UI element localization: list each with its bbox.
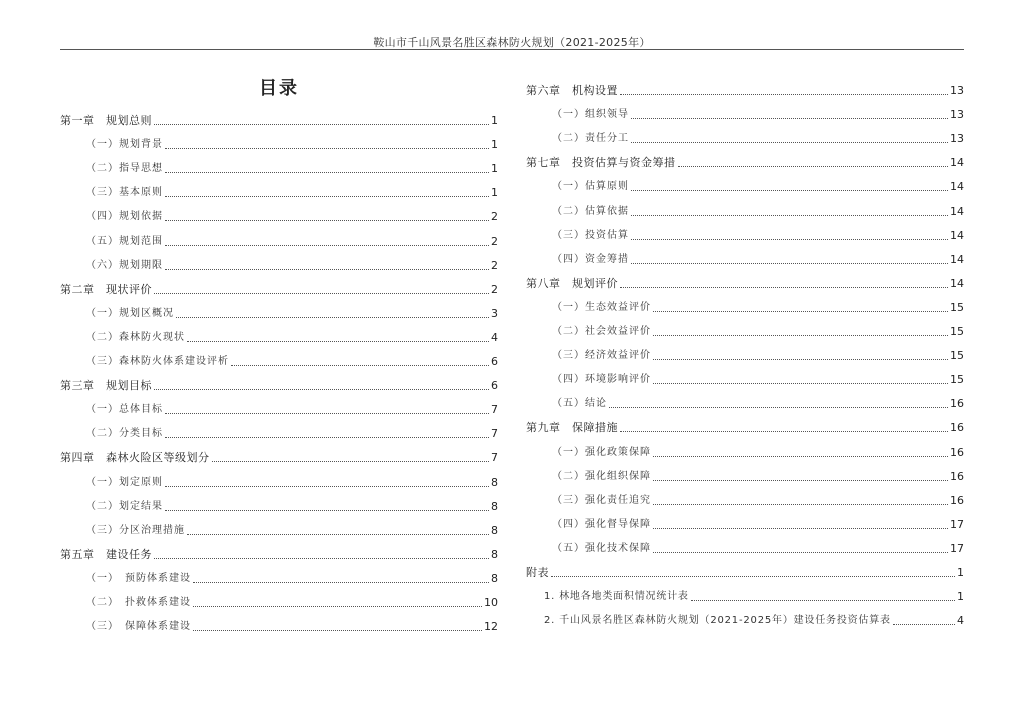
toc-entry[interactable] [526, 243, 964, 267]
toc-entry-text: （三）强化责任追究 [552, 494, 651, 506]
toc-entry-text: （二）分类目标 [86, 428, 163, 440]
toc-entry[interactable] [526, 484, 964, 508]
toc-entry-text: （一）划定原则 [86, 476, 163, 488]
header-divider [60, 49, 964, 50]
toc-entry-text: （三） 保障体系建设 [86, 621, 191, 633]
toc-page-number: 16 [950, 421, 964, 435]
toc-entry-text: 第四章 森林火险区等级划分 [60, 451, 210, 465]
toc-entry-text: 附表 [526, 565, 549, 579]
toc-right-column [526, 74, 964, 628]
toc-page-number: 14 [950, 276, 964, 290]
toc-entry-text: （二） 扑救体系建设 [86, 596, 191, 608]
toc-page-number: 6 [491, 379, 498, 393]
dot-leader [154, 389, 489, 390]
toc-entry[interactable] [60, 441, 498, 465]
toc-page-number: 13 [950, 108, 964, 122]
toc-page-number: 1 [957, 590, 964, 604]
toc-entry[interactable] [526, 363, 964, 387]
dot-leader [691, 600, 955, 601]
toc-page-number: 1 [491, 138, 498, 152]
toc-entry-text: （一）强化政策保障 [552, 446, 651, 458]
toc-page-number: 13 [950, 84, 964, 98]
dot-leader [653, 552, 948, 553]
dot-leader [653, 528, 948, 529]
toc-list-left [60, 104, 498, 634]
toc-entry[interactable] [526, 580, 964, 604]
toc-page-number: 15 [950, 373, 964, 387]
toc-entry-text: （一）规划背景 [86, 139, 163, 151]
toc-entry[interactable] [526, 411, 964, 435]
toc-entry-text: （一）总体目标 [86, 404, 163, 416]
toc-page-number: 8 [491, 547, 498, 561]
dot-leader [653, 311, 948, 312]
toc-page-number: 3 [491, 306, 498, 320]
toc-entry-text: （四）资金筹措 [552, 253, 629, 265]
dot-leader [631, 190, 948, 191]
dot-leader [231, 365, 489, 366]
toc-page-number: 1 [491, 162, 498, 176]
dot-leader [551, 576, 955, 577]
toc-entry[interactable] [60, 321, 498, 345]
dot-leader [631, 118, 948, 119]
toc-entry[interactable] [60, 465, 498, 489]
toc-entry[interactable] [526, 604, 964, 628]
toc-entry-text: （二）估算依据 [552, 205, 629, 217]
toc-entry[interactable] [60, 273, 498, 297]
toc-entry[interactable] [526, 74, 964, 98]
dot-leader [193, 606, 482, 607]
toc-entry-text: （五）规划范围 [86, 235, 163, 247]
toc-entry[interactable] [526, 532, 964, 556]
dot-leader [165, 148, 489, 149]
toc-entry-text: （六）规划期限 [86, 259, 163, 271]
dot-leader [187, 341, 489, 342]
toc-entry-text: 2. 千山风景名胜区森林防火规划（2021-2025年）建设任务投资估算表 [544, 615, 891, 627]
toc-page-number: 2 [491, 258, 498, 272]
toc-page-number: 2 [491, 282, 498, 296]
toc-entry-text: 第七章 投资估算与资金筹措 [526, 156, 676, 170]
toc-entry-text: （一）估算原则 [552, 181, 629, 193]
toc-title: 目录 [259, 78, 299, 99]
toc-entry[interactable] [60, 586, 498, 610]
dot-leader [631, 239, 948, 240]
toc-entry[interactable] [526, 267, 964, 291]
toc-page-number: 8 [491, 475, 498, 489]
toc-entry-text: （一）组织领导 [552, 109, 629, 121]
toc-page-number: 14 [950, 204, 964, 218]
dot-leader [620, 94, 948, 95]
toc-entry[interactable] [60, 200, 498, 224]
toc-left-column [60, 74, 498, 634]
toc-page-number: 17 [950, 541, 964, 555]
toc-entry-text: （四）规划依据 [86, 211, 163, 223]
dot-leader [154, 124, 489, 125]
toc-page-number: 1 [491, 114, 498, 128]
toc-entry[interactable] [526, 387, 964, 411]
toc-entry-text: （五）结论 [552, 398, 607, 410]
toc-page-number: 2 [491, 234, 498, 248]
dot-leader [653, 383, 948, 384]
toc-entry-text: （一） 预防体系建设 [86, 572, 191, 584]
toc-page-number: 8 [491, 571, 498, 585]
toc-entry[interactable] [60, 152, 498, 176]
toc-page-number: 15 [950, 300, 964, 314]
toc-entry-text: （四）环境影响评价 [552, 374, 651, 386]
toc-entry[interactable] [526, 194, 964, 218]
toc-entry[interactable] [60, 297, 498, 321]
dot-leader [165, 413, 489, 414]
dot-leader [653, 456, 948, 457]
toc-entry-text: （二）森林防火现状 [86, 331, 185, 343]
toc-page-number: 15 [950, 325, 964, 339]
toc-entry[interactable] [526, 146, 964, 170]
toc-page-number: 13 [950, 132, 964, 146]
toc-entry-text: （二）社会效益评价 [552, 326, 651, 338]
dot-leader [154, 558, 489, 559]
toc-page-number: 7 [491, 403, 498, 417]
dot-leader [653, 335, 948, 336]
toc-entry[interactable] [526, 170, 964, 194]
toc-entry[interactable] [60, 417, 498, 441]
dot-leader [154, 293, 489, 294]
toc-page-number: 7 [491, 451, 498, 465]
running-header: 鞍山市千山风景名胜区森林防火规划（2021-2025年） [373, 36, 651, 49]
toc-page-number: 14 [950, 180, 964, 194]
toc-page-number: 17 [950, 517, 964, 531]
toc-page-number: 14 [950, 228, 964, 242]
toc-page-number: 1 [491, 186, 498, 200]
toc-entry[interactable] [526, 508, 964, 532]
dot-leader [653, 480, 948, 481]
toc-page-number: 16 [950, 493, 964, 507]
dot-leader [193, 630, 482, 631]
toc-entry-text: 第三章 规划目标 [60, 379, 152, 393]
toc-entry[interactable] [526, 122, 964, 146]
dot-leader [165, 196, 489, 197]
toc-page-number: 8 [491, 523, 498, 537]
toc-entry-text: 第六章 机构设置 [526, 84, 618, 98]
toc-page-number: 8 [491, 499, 498, 513]
toc-entry-text: （三）投资估算 [552, 229, 629, 241]
toc-entry[interactable] [526, 339, 964, 363]
toc-entry[interactable] [60, 393, 498, 417]
toc-page-number: 16 [950, 397, 964, 411]
toc-entry[interactable] [60, 369, 498, 393]
toc-entry[interactable] [60, 562, 498, 586]
toc-entry[interactable] [60, 514, 498, 538]
toc-entry-text: （二）划定结果 [86, 500, 163, 512]
dot-leader [165, 269, 489, 270]
toc-entry[interactable] [60, 176, 498, 200]
dot-leader [165, 437, 489, 438]
toc-page-number: 12 [484, 620, 498, 634]
toc-entry-text: （一）生态效益评价 [552, 301, 651, 313]
toc-entry[interactable] [60, 538, 498, 562]
toc-page-number: 4 [491, 330, 498, 344]
toc-entry[interactable] [526, 291, 964, 315]
toc-entry[interactable] [526, 98, 964, 122]
dot-leader [193, 582, 489, 583]
toc-entry[interactable] [60, 104, 498, 128]
toc-entry[interactable] [60, 490, 498, 514]
toc-entry[interactable] [526, 556, 964, 580]
toc-entry[interactable] [526, 219, 964, 243]
toc-page-number: 7 [491, 427, 498, 441]
dot-leader [620, 431, 948, 432]
dot-leader [678, 166, 949, 167]
toc-entry-text: （三）森林防火体系建设评析 [86, 356, 229, 368]
dot-leader [653, 359, 948, 360]
toc-page-number: 15 [950, 349, 964, 363]
toc-entry[interactable] [526, 435, 964, 459]
toc-entry-text: （二）责任分工 [552, 133, 629, 145]
dot-leader [176, 317, 489, 318]
dot-leader [165, 510, 489, 511]
toc-entry-text: （三）分区治理措施 [86, 524, 185, 536]
toc-entry[interactable] [60, 128, 498, 152]
toc-entry[interactable] [60, 610, 498, 634]
toc-page-number: 16 [950, 445, 964, 459]
toc-entry-text: （二）指导思想 [86, 163, 163, 175]
toc-page-number: 14 [950, 252, 964, 266]
dot-leader [620, 287, 948, 288]
dot-leader [893, 624, 955, 625]
dot-leader [631, 142, 948, 143]
toc-entry-text: （二）强化组织保障 [552, 470, 651, 482]
toc-entry[interactable] [60, 345, 498, 369]
toc-page-number: 6 [491, 355, 498, 369]
dot-leader [631, 215, 948, 216]
toc-entry-text: （一）规划区概况 [86, 307, 174, 319]
toc-entry-text: 第一章 规划总则 [60, 114, 152, 128]
toc-entry[interactable] [60, 249, 498, 273]
toc-entry-text: 第八章 规划评价 [526, 276, 618, 290]
toc-page-number: 4 [957, 614, 964, 628]
toc-entry[interactable] [60, 224, 498, 248]
toc-entry-text: （四）强化督导保障 [552, 518, 651, 530]
toc-entry[interactable] [526, 460, 964, 484]
toc-page-number: 1 [957, 565, 964, 579]
toc-page-number: 16 [950, 469, 964, 483]
dot-leader [165, 486, 489, 487]
toc-entry-text: 第九章 保障措施 [526, 421, 618, 435]
toc-page-number: 10 [484, 595, 498, 609]
toc-entry-text: （三）基本原则 [86, 187, 163, 199]
toc-entry-text: （五）强化技术保障 [552, 542, 651, 554]
dot-leader [187, 534, 489, 535]
dot-leader [165, 172, 489, 173]
dot-leader [165, 245, 489, 246]
dot-leader [631, 263, 948, 264]
toc-entry-text: 第二章 现状评价 [60, 282, 152, 296]
toc-entry[interactable] [526, 315, 964, 339]
toc-page-number: 2 [491, 210, 498, 224]
toc-entry-text: 第五章 建设任务 [60, 547, 152, 561]
dot-leader [653, 504, 948, 505]
toc-page-number: 14 [950, 156, 964, 170]
dot-leader [165, 220, 489, 221]
toc-entry-text: （三）经济效益评价 [552, 350, 651, 362]
toc-entry-text: 1. 林地各地类面积情况统计表 [544, 591, 689, 603]
toc-list-right [526, 74, 964, 628]
dot-leader [212, 461, 490, 462]
dot-leader [609, 407, 948, 408]
